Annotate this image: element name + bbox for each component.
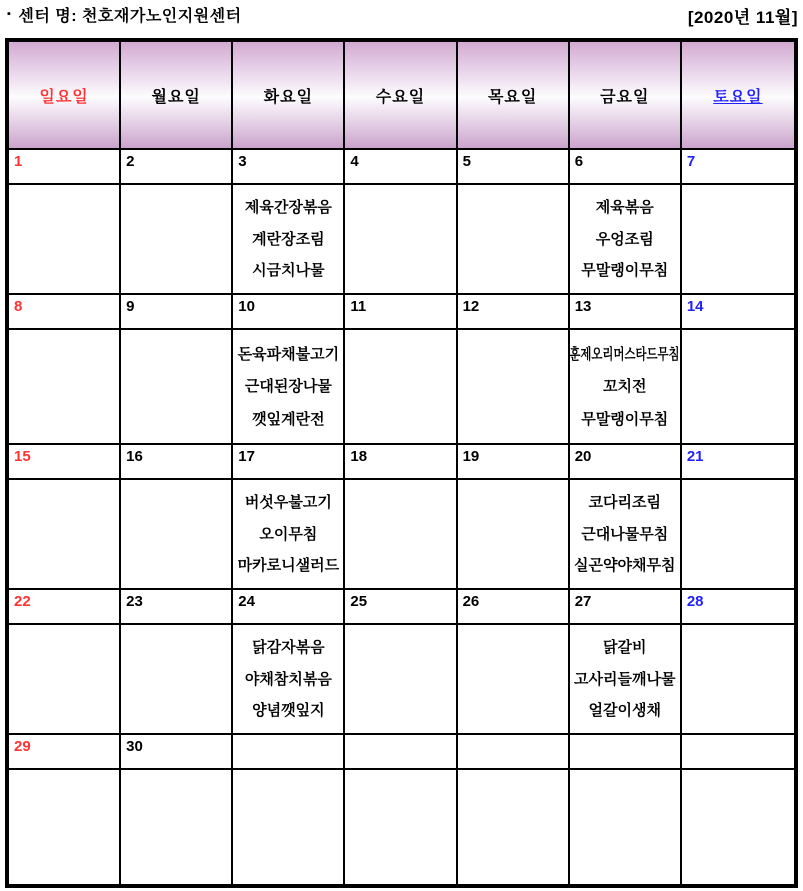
title-bar xyxy=(7,3,798,28)
menu-item-label: 야채참치볶음 xyxy=(244,670,332,688)
date-cell: 19 xyxy=(458,445,570,480)
weekday-header-label: 일요일 xyxy=(39,88,89,106)
menu-item-label: 꼬치전 xyxy=(603,378,647,395)
weekday-header-cell xyxy=(458,42,570,150)
center-name-label: 센터 명: 천호재가노인지원센터 xyxy=(18,8,242,25)
menu-cell xyxy=(233,625,345,735)
menu-item-label: 돈육파채불고기 xyxy=(237,345,340,363)
date-cell: 9 xyxy=(121,295,233,330)
menu-item-label: 근대된장나물 xyxy=(244,378,332,395)
date-cell: 30 xyxy=(121,735,233,770)
date-cell: 18 xyxy=(345,445,457,480)
menu-item-label: 훈제오리머스타드무침 xyxy=(569,345,680,363)
weekday-header-label: 화요일 xyxy=(263,88,314,106)
date-cell: 15 xyxy=(9,445,121,480)
date-cell: 11 xyxy=(345,295,457,330)
date-cell: 10 xyxy=(233,295,345,330)
date-cell: 2 xyxy=(121,150,233,185)
menu-item-label: 닭감자볶음 xyxy=(252,639,325,657)
menu-cell xyxy=(345,770,457,884)
menu-item-label: 버섯우불고기 xyxy=(244,494,332,512)
date-cell: 23 xyxy=(121,590,233,625)
menu-cell xyxy=(345,480,457,590)
menu-cell xyxy=(121,770,233,884)
weekday-header-cell xyxy=(345,42,457,150)
menu-item-label: 무말랭이무침 xyxy=(581,261,669,279)
menu-cell xyxy=(458,480,570,590)
menu-cell xyxy=(121,185,233,295)
date-cell: 27 xyxy=(570,590,682,625)
date-cell xyxy=(570,735,682,770)
date-cell: 16 xyxy=(121,445,233,480)
date-cell: 21 xyxy=(682,445,794,480)
date-cell: 5 xyxy=(458,150,570,185)
menu-cell xyxy=(682,480,794,590)
menu-cell xyxy=(458,185,570,295)
menu-cell xyxy=(570,480,682,590)
weekday-header-label: 월요일 xyxy=(151,88,201,106)
menu-item-label: 닭갈비 xyxy=(603,639,647,657)
menu-item-label: 실곤약야채무침 xyxy=(574,556,676,574)
menu-cell xyxy=(570,330,682,445)
menu-cell xyxy=(570,185,682,295)
date-cell: 4 xyxy=(345,150,457,185)
date-cell: 14 xyxy=(682,295,794,330)
date-cell: 26 xyxy=(458,590,570,625)
menu-cell xyxy=(570,625,682,735)
date-cell: 12 xyxy=(458,295,570,330)
date-cell: 25 xyxy=(345,590,457,625)
weekday-header-label: 금요일 xyxy=(600,88,650,106)
weekday-header-cell xyxy=(570,42,682,150)
menu-cell xyxy=(345,330,457,445)
month-label: [2020년 11월] xyxy=(687,8,798,27)
date-cell xyxy=(682,735,794,770)
menu-cell xyxy=(458,625,570,735)
menu-cell xyxy=(233,770,345,884)
menu-cell xyxy=(233,330,345,445)
square-bullet-icon: ▪ xyxy=(7,7,12,20)
menu-cell xyxy=(9,330,121,445)
calendar-grid xyxy=(5,38,798,888)
menu-cell xyxy=(233,185,345,295)
menu-item-label: 양념깻잎지 xyxy=(252,701,325,719)
date-cell: 28 xyxy=(682,590,794,625)
menu-cell xyxy=(682,330,794,445)
date-cell xyxy=(458,735,570,770)
date-cell xyxy=(345,735,457,770)
menu-cell xyxy=(121,330,233,445)
menu-cell xyxy=(121,625,233,735)
menu-item-label: 우엉조림 xyxy=(595,230,654,248)
menu-item-label: 근대나물무침 xyxy=(581,525,669,543)
date-cell: 20 xyxy=(570,445,682,480)
date-cell xyxy=(233,735,345,770)
date-cell: 3 xyxy=(233,150,345,185)
date-cell: 17 xyxy=(233,445,345,480)
menu-cell xyxy=(682,625,794,735)
menu-cell xyxy=(345,185,457,295)
menu-cell xyxy=(9,770,121,884)
date-cell: 22 xyxy=(9,590,121,625)
menu-item-label: 마카로니샐러드 xyxy=(237,556,340,574)
weekday-header-cell xyxy=(233,42,345,150)
weekday-header-label: 목요일 xyxy=(487,88,538,106)
weekday-header-cell xyxy=(9,42,121,150)
center-name-title xyxy=(7,3,242,26)
menu-cell xyxy=(570,770,682,884)
menu-item-label: 무말랭이무침 xyxy=(581,410,669,428)
date-cell: 24 xyxy=(233,590,345,625)
weekday-header-cell xyxy=(682,42,794,150)
weekday-header-label: 수요일 xyxy=(375,88,426,106)
menu-cell xyxy=(458,770,570,884)
date-cell: 8 xyxy=(9,295,121,330)
date-cell: 6 xyxy=(570,150,682,185)
menu-cell xyxy=(345,625,457,735)
weekday-header-cell xyxy=(121,42,233,150)
menu-item-label: 시금치나물 xyxy=(252,261,325,279)
menu-item-label: 제육간장볶음 xyxy=(244,199,332,217)
menu-cell xyxy=(9,625,121,735)
menu-cell xyxy=(9,185,121,295)
menu-cell xyxy=(9,480,121,590)
date-cell: 7 xyxy=(682,150,794,185)
date-cell: 1 xyxy=(9,150,121,185)
date-cell: 13 xyxy=(570,295,682,330)
menu-item-label: 오이무침 xyxy=(259,525,318,543)
menu-cell xyxy=(682,770,794,884)
menu-item-label: 깻잎계란전 xyxy=(252,410,325,428)
date-cell: 29 xyxy=(9,735,121,770)
menu-cell xyxy=(233,480,345,590)
menu-cell xyxy=(682,185,794,295)
weekday-header-label: 토요일 xyxy=(713,88,763,106)
menu-cell xyxy=(458,330,570,445)
menu-item-label: 계란장조림 xyxy=(252,230,325,248)
menu-item-label: 고사리들깨나물 xyxy=(574,670,676,688)
menu-cell xyxy=(121,480,233,590)
menu-item-label: 얼갈이생채 xyxy=(588,701,661,719)
menu-item-label: 제육볶음 xyxy=(595,199,654,217)
menu-item-label: 코다리조림 xyxy=(588,494,661,512)
